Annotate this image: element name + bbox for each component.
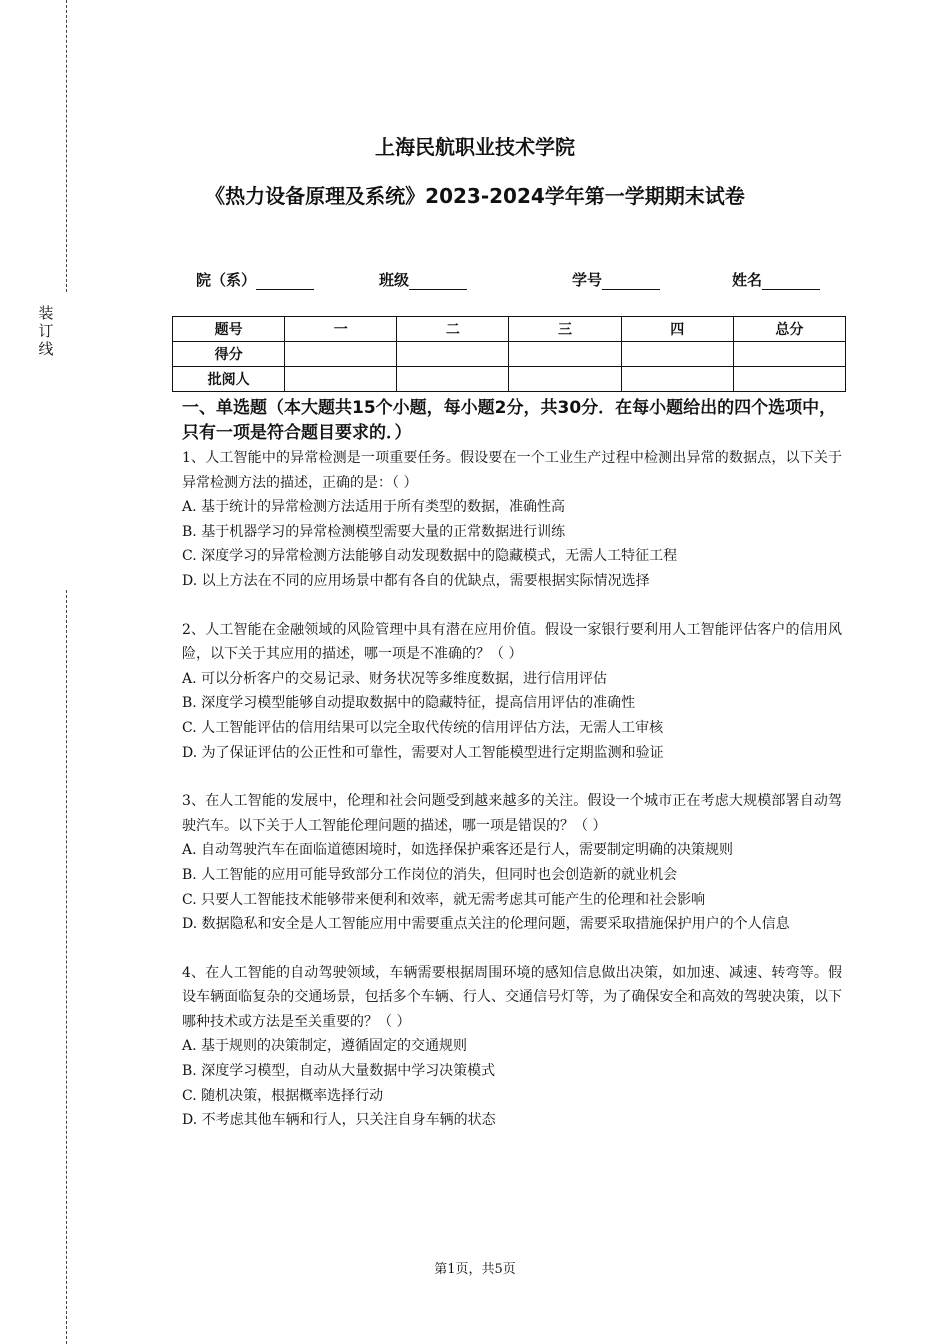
score-cell[interactable] bbox=[733, 342, 845, 367]
exam-content bbox=[182, 396, 842, 1157]
question-stem: 3、在人工智能的发展中，伦理和社会问题受到越来越多的关注。假设一个城市正在考虑大规模部署自动驾驶汽车。以下关于人工智能伦理问题的描述，哪一项是错误的？（ ） bbox=[182, 793, 842, 834]
question-option[interactable]: B. 基于机器学习的异常检测模型需要大量的正常数据进行训练 bbox=[182, 523, 566, 540]
score-cell[interactable] bbox=[733, 367, 845, 392]
question-option[interactable]: A. 自动驾驶汽车在面临道德困境时，如选择保护乘客还是行人，需要制定明确的决策规则 bbox=[182, 842, 734, 859]
student-id-field[interactable] bbox=[572, 269, 660, 290]
score-cell[interactable] bbox=[621, 367, 733, 392]
score-header-cell: 二 bbox=[397, 317, 509, 342]
question bbox=[182, 618, 842, 766]
question-stem: 1、人工智能中的异常检测是一项重要任务。假设要在一个工业生产过程中检测出异常的数据点，以下关于异常检测方法的描述，正确的是：（ ） bbox=[182, 450, 842, 491]
score-cell[interactable] bbox=[397, 342, 509, 367]
question-option[interactable]: A. 基于统计的异常检测方法适用于所有类型的数据，准确性高 bbox=[182, 499, 566, 516]
score-cell[interactable] bbox=[397, 367, 509, 392]
score-header-cell: 总分 bbox=[733, 317, 845, 342]
question-option[interactable]: D. 为了保证评估的公正性和可靠性，需要对人工智能模型进行定期监测和验证 bbox=[182, 744, 664, 761]
score-cell[interactable] bbox=[285, 367, 397, 392]
score-cell[interactable] bbox=[509, 367, 621, 392]
exam-title: 《热力设备原理及系统》2023-2024学年第一学期期末试卷 bbox=[205, 184, 745, 208]
question-option[interactable]: D. 以上方法在不同的应用场景中都有各自的优缺点，需要根据实际情况选择 bbox=[182, 572, 650, 589]
binding-char: 装 bbox=[38, 304, 54, 322]
score-header-cell: 四 bbox=[621, 317, 733, 342]
score-table-row bbox=[173, 342, 846, 367]
question-option[interactable]: B. 深度学习模型能够自动提取数据中的隐藏特征，提高信用评估的准确性 bbox=[182, 695, 636, 712]
question bbox=[182, 789, 842, 937]
score-table bbox=[172, 316, 846, 392]
score-row-label: 得分 bbox=[173, 342, 285, 367]
question-stem: 4、在人工智能的自动驾驶领域，车辆需要根据周围环境的感知信息做出决策，如加速、减速、转弯等。假设车辆面临复杂的交通场景，包括多个车辆、行人、交通信号灯等，为了确保安全和高效的驾驶决策，以下哪种技术或方法是至关重要的？（ ） bbox=[182, 964, 842, 1030]
question-option[interactable]: A. 基于规则的决策制定，遵循固定的交通规则 bbox=[182, 1038, 468, 1055]
binding-char: 订 bbox=[38, 322, 54, 340]
class-blank[interactable] bbox=[409, 273, 467, 290]
binding-label bbox=[36, 304, 56, 358]
question-option[interactable]: B. 深度学习模型，自动从大量数据中学习决策模式 bbox=[182, 1063, 496, 1080]
question bbox=[182, 446, 842, 594]
binding-char: 线 bbox=[38, 340, 54, 358]
student-info-row bbox=[172, 269, 852, 293]
score-header-cell: 三 bbox=[509, 317, 621, 342]
page-footer: 第1页，共5页 bbox=[434, 1262, 516, 1277]
school-title: 上海民航职业技术学院 bbox=[375, 135, 575, 159]
question-option[interactable]: A. 可以分析客户的交易记录、财务状况等多维度数据，进行信用评估 bbox=[182, 670, 608, 687]
question-option[interactable]: C. 深度学习的异常检测方法能够自动发现数据中的隐藏模式，无需人工特征工程 bbox=[182, 548, 678, 565]
question-option[interactable]: D. 数据隐私和安全是人工智能应用中需要重点关注的伦理问题，需要采取措施保护用户的个人信息 bbox=[182, 916, 790, 933]
name-field[interactable] bbox=[732, 269, 820, 290]
name-label: 姓名 bbox=[732, 271, 763, 289]
question-option[interactable]: D. 不考虑其他车辆和行人，只关注自身车辆的状态 bbox=[182, 1112, 496, 1129]
dept-label: 院（系） bbox=[196, 271, 257, 289]
dept-field[interactable] bbox=[196, 269, 314, 290]
name-blank[interactable] bbox=[762, 273, 820, 290]
score-cell[interactable] bbox=[285, 342, 397, 367]
question-stem: 2、人工智能在金融领域的风险管理中具有潜在应用价值。假设一家银行要利用人工智能评估客户的信用风险，以下关于其应用的描述，哪一项是不准确的？（ ） bbox=[182, 621, 842, 663]
student-id-blank[interactable] bbox=[602, 273, 660, 290]
score-cell[interactable] bbox=[621, 342, 733, 367]
student-id-label: 学号 bbox=[572, 271, 603, 289]
binding-line-bottom bbox=[66, 590, 67, 1344]
question bbox=[182, 961, 842, 1133]
score-row-label: 批阅人 bbox=[173, 367, 285, 392]
question-option[interactable]: C. 人工智能评估的信用结果可以完全取代传统的信用评估方法，无需人工审核 bbox=[182, 719, 664, 736]
question-option[interactable]: B. 人工智能的应用可能导致部分工作岗位的消失，但同时也会创造新的就业机会 bbox=[182, 866, 678, 883]
score-table-row bbox=[173, 367, 846, 392]
dept-blank[interactable] bbox=[256, 273, 314, 290]
score-table-header-row bbox=[173, 317, 846, 342]
section-heading: 一、单选题（本大题共15个小题，每小题2分，共30分．在每小题给出的四个选项中，只有一项是符合题目要求的．） bbox=[182, 398, 837, 443]
score-header-cell: 一 bbox=[285, 317, 397, 342]
score-cell[interactable] bbox=[509, 342, 621, 367]
class-label: 班级 bbox=[379, 271, 410, 289]
question-option[interactable]: C. 只要人工智能技术能够带来便利和效率，就无需考虑其可能产生的伦理和社会影响 bbox=[182, 891, 706, 908]
class-field[interactable] bbox=[379, 269, 467, 290]
score-header-cell: 题号 bbox=[173, 317, 285, 342]
question-option[interactable]: C. 随机决策，根据概率选择行动 bbox=[182, 1087, 384, 1104]
